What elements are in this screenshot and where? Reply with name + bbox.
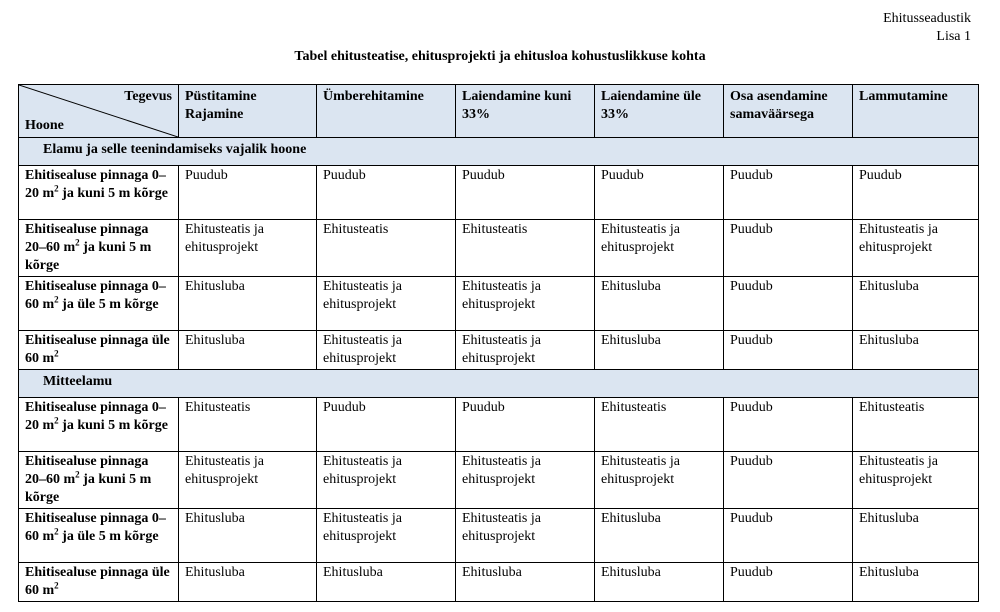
table-row bbox=[19, 509, 979, 563]
table-cell: Puudub bbox=[724, 452, 853, 509]
table-cell: Puudub bbox=[724, 166, 853, 220]
table-cell: Puudub bbox=[724, 398, 853, 452]
table-cell: Ehitusteatis ja ehitusprojekt bbox=[317, 509, 456, 563]
table-cell: Ehitusteatis ja ehitusprojekt bbox=[853, 220, 979, 277]
table-cell: Ehitusteatis ja ehitusprojekt bbox=[179, 220, 317, 277]
table-cell: Puudub bbox=[317, 166, 456, 220]
row-label: Ehitisealuse pinnaga üle 60 $m^2$ bbox=[19, 331, 179, 370]
table-cell: Puudub bbox=[724, 220, 853, 277]
table-cell: Ehitusteatis ja ehitusprojekt bbox=[456, 277, 595, 331]
column-header: Laiendamine kuni 33% bbox=[456, 85, 595, 138]
table-cell: Puudub bbox=[724, 509, 853, 563]
table-cell: Ehitusluba bbox=[456, 563, 595, 602]
table-cell: Ehitusteatis bbox=[317, 220, 456, 277]
table-row bbox=[19, 220, 979, 277]
header-row bbox=[19, 85, 979, 138]
table-cell: Ehitusluba bbox=[595, 331, 724, 370]
table-row bbox=[19, 452, 979, 509]
corner-building-label: Hoone bbox=[25, 118, 64, 133]
column-header: Laiendamine üle 33% bbox=[595, 85, 724, 138]
row-label: Ehitisealuse pinnaga 0–20 $m^2$ ja kuni 5 m kõrge bbox=[19, 166, 179, 220]
table-cell: Ehitusteatis bbox=[456, 220, 595, 277]
table-cell: Ehitusluba bbox=[179, 277, 317, 331]
table-row bbox=[19, 277, 979, 331]
section-title: Elamu ja selle teenindamiseks vajalik hoone bbox=[19, 138, 979, 166]
column-header: Püstitamine Rajamine bbox=[179, 85, 317, 138]
column-header: Osa asendamine samaväärsega bbox=[724, 85, 853, 138]
document-reference bbox=[883, 10, 971, 46]
table-cell: Puudub bbox=[179, 166, 317, 220]
row-label: Ehitisealuse pinnaga 0–20 $m^2$ ja kuni 5 m kõrge bbox=[19, 398, 179, 452]
table-cell: Ehitusteatis ja ehitusprojekt bbox=[595, 452, 724, 509]
law-name: Ehitusseadustik bbox=[883, 11, 971, 26]
table-cell: Puudub bbox=[724, 331, 853, 370]
table-cell: Ehitusteatis ja ehitusprojekt bbox=[456, 331, 595, 370]
table-cell: Ehitusteatis ja ehitusprojekt bbox=[595, 220, 724, 277]
corner-activity-label: Tegevus bbox=[124, 89, 172, 104]
table-row bbox=[19, 563, 979, 602]
table-cell: Puudub bbox=[595, 166, 724, 220]
table-cell: Ehitusluba bbox=[179, 509, 317, 563]
section-header-residential bbox=[19, 138, 979, 166]
table-cell: Ehitusteatis ja ehitusprojekt bbox=[456, 509, 595, 563]
table-cell: Ehitusluba bbox=[853, 331, 979, 370]
table-cell: Puudub bbox=[724, 563, 853, 602]
table-cell: Ehitusteatis bbox=[853, 398, 979, 452]
requirements-table bbox=[18, 84, 979, 602]
row-label: Ehitisealuse pinnaga üle 60 $m^2$ bbox=[19, 563, 179, 602]
row-label: Ehitisealuse pinnaga 0–60 $m^2$ ja üle 5 m kõrge bbox=[19, 277, 179, 331]
table-title: Tabel ehitusteatise, ehitusprojekti ja ehitusloa kohustuslikkuse kohta bbox=[294, 49, 706, 64]
table-cell: Puudub bbox=[724, 277, 853, 331]
table-cell: Ehitusluba bbox=[853, 509, 979, 563]
table-cell: Ehitusluba bbox=[595, 277, 724, 331]
table-cell: Ehitusluba bbox=[595, 563, 724, 602]
table-cell: Ehitusteatis bbox=[179, 398, 317, 452]
table-cell: Ehitusluba bbox=[853, 563, 979, 602]
table-cell: Ehitusluba bbox=[595, 509, 724, 563]
table-row bbox=[19, 331, 979, 370]
row-label: Ehitisealuse pinnaga 20–60 $m^2$ ja kuni 5 m kõrge bbox=[19, 220, 179, 277]
column-header: Lammutamine bbox=[853, 85, 979, 138]
table-cell: Ehitusluba bbox=[853, 277, 979, 331]
table-cell: Ehitusluba bbox=[179, 331, 317, 370]
table-cell: Puudub bbox=[853, 166, 979, 220]
column-header: Ümberehitamine bbox=[317, 85, 456, 138]
table-cell: Ehitusteatis ja ehitusprojekt bbox=[317, 331, 456, 370]
table-cell: Ehitusteatis ja ehitusprojekt bbox=[317, 452, 456, 509]
corner-cell bbox=[19, 85, 179, 138]
table-cell: Ehitusteatis bbox=[595, 398, 724, 452]
table-row bbox=[19, 398, 979, 452]
section-header-nonresidential bbox=[19, 370, 979, 398]
table-cell: Puudub bbox=[317, 398, 456, 452]
table-cell: Ehitusluba bbox=[317, 563, 456, 602]
table-cell: Ehitusteatis ja ehitusprojekt bbox=[853, 452, 979, 509]
table-cell: Ehitusteatis ja ehitusprojekt bbox=[317, 277, 456, 331]
section-title: Mitteelamu bbox=[19, 370, 979, 398]
table-cell: Ehitusteatis ja ehitusprojekt bbox=[179, 452, 317, 509]
row-label: Ehitisealuse pinnaga 0–60 $m^2$ ja üle 5 m kõrge bbox=[19, 509, 179, 563]
table-cell: Ehitusteatis ja ehitusprojekt bbox=[456, 452, 595, 509]
row-label: Ehitisealuse pinnaga 20–60 $m^2$ ja kuni 5 m kõrge bbox=[19, 452, 179, 509]
table-cell: Puudub bbox=[456, 398, 595, 452]
table-cell: Ehitusluba bbox=[179, 563, 317, 602]
table-row bbox=[19, 166, 979, 220]
table-cell: Puudub bbox=[456, 166, 595, 220]
annex-label: Lisa 1 bbox=[936, 29, 971, 44]
